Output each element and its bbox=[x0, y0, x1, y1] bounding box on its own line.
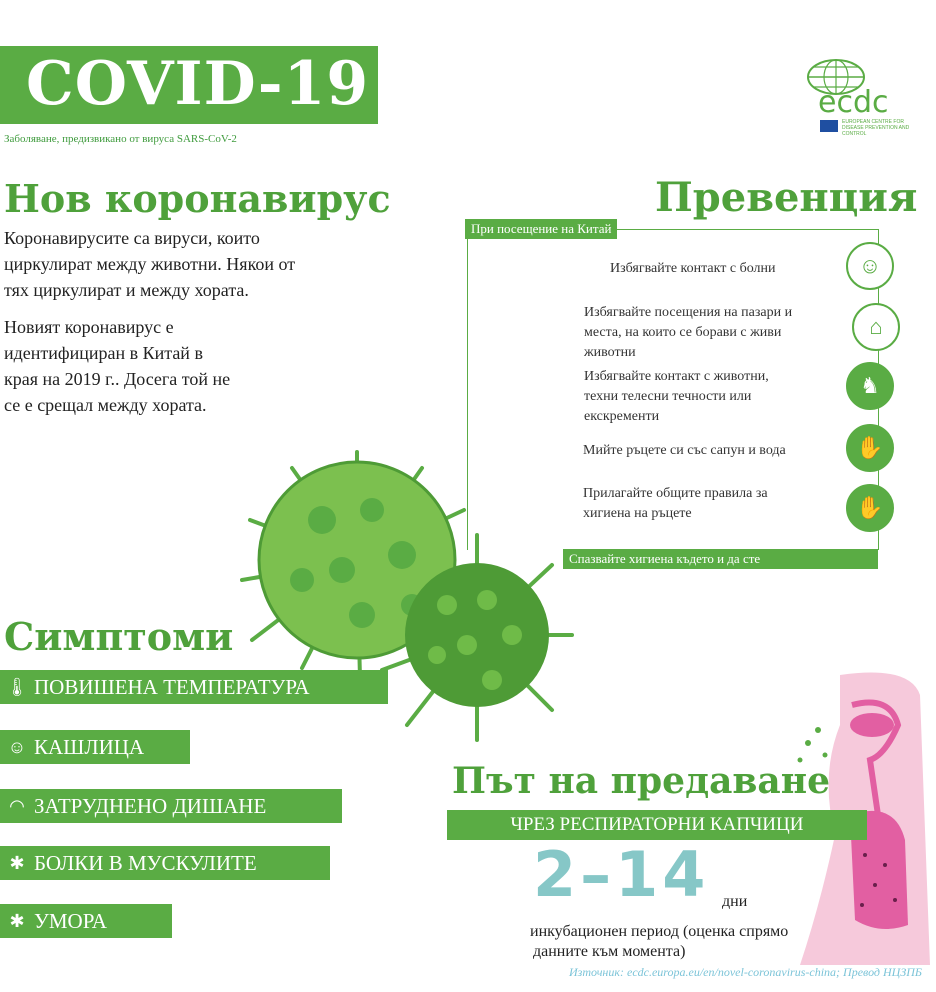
text-line: инкубационен период (оценка спрямо bbox=[530, 923, 789, 940]
symptom-label: ЗАТРУДНЕНО ДИШАНЕ bbox=[34, 793, 267, 818]
cough-icon: ☺ bbox=[7, 736, 27, 757]
prevention-item-animals bbox=[584, 367, 769, 427]
text-line: техни телесни течности или bbox=[584, 389, 752, 404]
incubation-range: 2–14 bbox=[533, 838, 710, 911]
symptom-cough bbox=[0, 730, 190, 764]
muscle-pain-icon: ✱ bbox=[9, 852, 25, 873]
text-line: Избягвайте посещения на пазари и bbox=[584, 305, 793, 320]
text-line: края на 2019 г.. Досега той не bbox=[4, 369, 231, 389]
prevention-top-label: При посещение на Китай bbox=[465, 219, 617, 239]
source-credit: Източник: ecdc.europa.eu/en/novel-coronavirus-china; Превод НЦЗПБ bbox=[569, 965, 922, 979]
sick-person-icon: ☺ bbox=[846, 242, 894, 290]
prevention-item-market bbox=[584, 303, 792, 363]
text-line: Мийте ръцете си със сапун и вода bbox=[583, 443, 786, 458]
lungs-icon: ◠ bbox=[9, 795, 25, 816]
text-line: животни bbox=[584, 345, 636, 360]
thermometer-icon: 🌡 bbox=[5, 676, 29, 697]
prevention-item-sick bbox=[610, 259, 776, 279]
incubation-note bbox=[530, 922, 788, 962]
hand-sanitizer-icon: ✋ bbox=[846, 484, 894, 532]
text-line: Избягвайте контакт с животни, bbox=[584, 369, 769, 384]
transmission-mode-banner bbox=[447, 810, 867, 840]
text-line: Избягвайте контакт с болни bbox=[610, 261, 776, 276]
virus-illustration bbox=[232, 440, 592, 760]
text-line: екскременти bbox=[584, 409, 660, 424]
market-icon: ⌂ bbox=[852, 303, 900, 351]
symptom-label: КАШЛИЦА bbox=[34, 734, 145, 759]
page-title: COVID-19 bbox=[26, 49, 370, 119]
ecdc-logo bbox=[800, 55, 910, 145]
prevention-bottom-label: Спазвайте хигиена където и да сте bbox=[563, 549, 878, 569]
text-line: циркулират между животни. Някои от bbox=[4, 254, 296, 274]
novel-coronavirus-heading: Нов коронавирус bbox=[4, 176, 391, 221]
transmission-heading: Път на предаване bbox=[452, 760, 830, 802]
subtitle: Заболяване, предизвикано от вируса SARS-CoV-2 bbox=[4, 133, 237, 145]
prevention-item-handwash bbox=[583, 441, 786, 461]
text-line: тях циркулират и между хората. bbox=[4, 280, 249, 300]
text-line: места, на които се борави с живи bbox=[584, 325, 782, 340]
hand-wash-icon: ✋ bbox=[846, 424, 894, 472]
symptom-label: ПОВИШЕНА ТЕМПЕРАТУРА bbox=[34, 674, 310, 699]
symptom-muscle-pain bbox=[0, 846, 330, 880]
text-line: хигиена на ръцете bbox=[583, 506, 692, 521]
symptom-breathing bbox=[0, 789, 342, 823]
incubation-unit: дни bbox=[722, 893, 748, 910]
symptom-label: УМОРА bbox=[34, 908, 107, 933]
symptom-fatigue bbox=[0, 904, 172, 938]
fatigue-icon: ✱ bbox=[9, 910, 25, 931]
text-line: се е срещал между хората. bbox=[4, 395, 207, 415]
symptoms-heading: Симптоми bbox=[4, 614, 234, 659]
logo-subtext: EUROPEAN CENTRE FOR DISEASE PREVENTION AND CONTROL bbox=[842, 119, 910, 137]
novel-paragraph-2 bbox=[4, 314, 230, 418]
novel-paragraph-1 bbox=[4, 225, 295, 303]
text-line: данните към момента) bbox=[533, 943, 686, 960]
symptom-fever bbox=[0, 670, 388, 704]
logo-text: ecdc bbox=[818, 85, 889, 120]
title-banner bbox=[0, 46, 378, 124]
text-line: идентифициран в Китай в bbox=[4, 343, 203, 363]
transmission-mode: ЧРЕЗ РЕСПИРАТОРНИ КАПЧИЦИ bbox=[510, 814, 804, 835]
symptom-label: БОЛКИ В МУСКУЛИТЕ bbox=[34, 850, 257, 875]
text-line: Прилагайте общите правила за bbox=[583, 486, 768, 501]
animals-icon: ♞ bbox=[846, 362, 894, 410]
text-line: Новият коронавирус е bbox=[4, 317, 174, 337]
text-line: Коронавирусите са вируси, които bbox=[4, 228, 260, 248]
prevention-item-hygiene bbox=[583, 484, 768, 524]
prevention-heading: Превенция bbox=[655, 174, 918, 221]
